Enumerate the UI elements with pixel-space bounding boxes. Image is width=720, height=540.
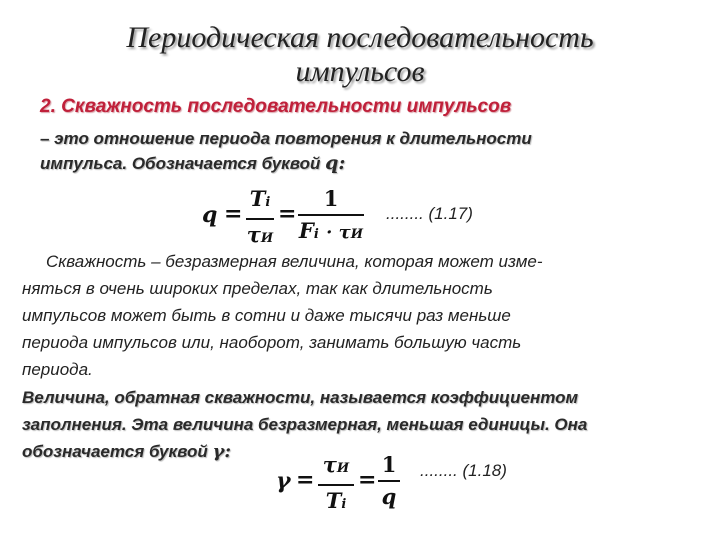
paragraph1-line-4: периода импульсов или, наоборот, занимать большую часть xyxy=(22,333,522,352)
definition-text xyxy=(40,126,660,176)
formula1-fraction-1 xyxy=(246,186,274,252)
paragraph1-line-2: няться в очень широких пределах, так как длительность xyxy=(22,279,493,298)
formula2-frac2-den: q xyxy=(381,484,397,509)
equation-number-1-17: ........ (1.17) xyxy=(386,204,473,223)
paragraph-fill-factor xyxy=(22,384,702,465)
definition-line-1: – это отношение периода повторения к длительности xyxy=(40,129,532,148)
definition-line-2-text: импульса. Обозначается буквой xyxy=(40,154,321,173)
formula1-lhs: q xyxy=(202,202,218,228)
definition-symbol: q: xyxy=(325,152,346,174)
definition-line-2 xyxy=(40,151,660,176)
paragraph2-line-2: заполнения. Эта величина безразмерная, меньшая единицы. Она xyxy=(22,415,588,434)
formula1-frac1-den: τИ xyxy=(246,222,274,247)
paragraph2-line-3-text: обозначается буквой xyxy=(22,442,208,461)
formula1-frac1-num: Ti xyxy=(249,186,271,211)
paragraph1-line-5: периода. xyxy=(22,360,93,379)
paragraph-duty-cycle xyxy=(22,248,682,383)
formula2-lhs: γ xyxy=(276,468,291,494)
formula2-frac1-den: Ti xyxy=(325,488,347,513)
formula1-frac2-bar xyxy=(298,214,364,216)
page-title: Периодическая последовательность xyxy=(126,21,594,54)
paragraph2-line-3 xyxy=(22,438,702,465)
equation-number-1-18: ........ (1.18) xyxy=(420,461,507,480)
paragraph1-line-3: импульсов может быть в сотни и даже тысячи раз меньше xyxy=(22,306,511,325)
paragraph2-symbol: γ: xyxy=(212,441,231,462)
formula1-eq-2: = xyxy=(278,201,297,227)
formula2-eq-2: = xyxy=(358,467,377,493)
formula2-frac2-bar xyxy=(378,480,400,482)
formula1-frac2-den: Fi · τИ xyxy=(298,218,364,243)
paragraph1-line-1: Скважность – безразмерная величина, которая может изме- xyxy=(46,252,543,271)
formula2-eq-1: = xyxy=(296,467,315,493)
page-title-line2: импульсов xyxy=(295,55,425,88)
formula1-fraction-2 xyxy=(298,186,364,248)
section-heading: 2. Скважность последовательности импульсов xyxy=(40,96,512,117)
paragraph2-line-1: Величина, обратная скважности, называется коэффициентом xyxy=(22,388,579,407)
formula1-frac1-bar xyxy=(246,218,274,220)
formula2-frac2-num: 1 xyxy=(381,452,397,477)
formula1-eq-1: = xyxy=(224,201,243,227)
formula2-frac1-bar xyxy=(318,484,354,486)
formula2-frac1-num: τИ xyxy=(322,452,350,477)
formula1-frac2-num: 1 xyxy=(323,186,339,211)
